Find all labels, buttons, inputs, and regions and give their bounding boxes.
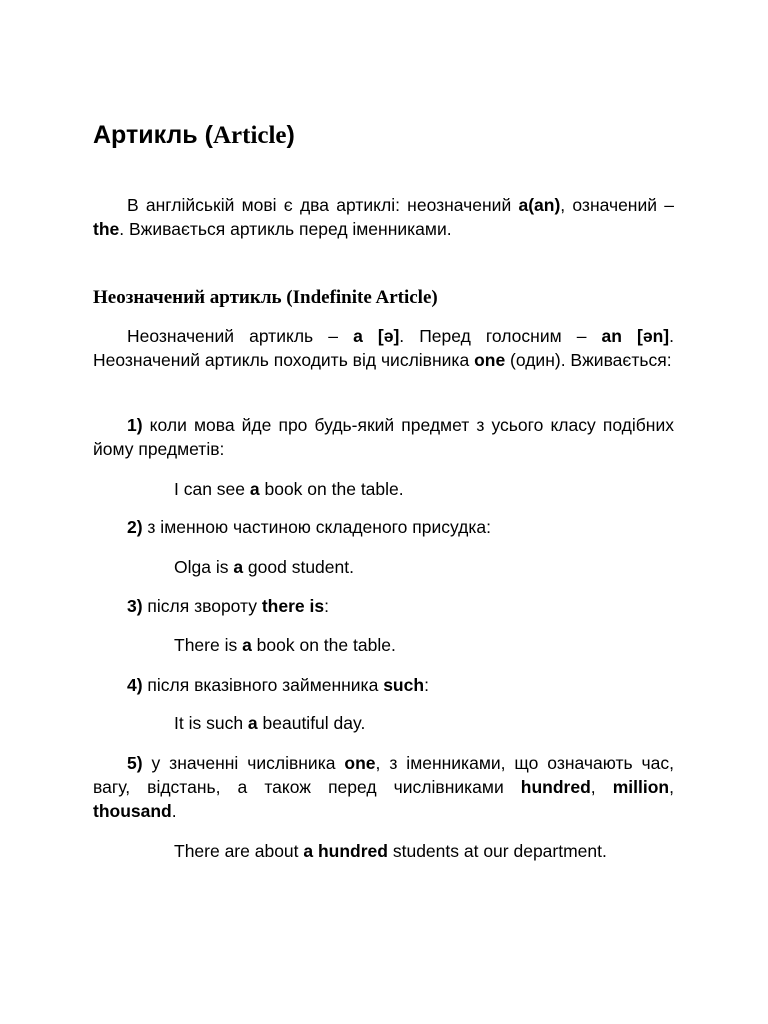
rule-2 [93, 515, 674, 539]
intro-paragraph [93, 193, 674, 241]
example-post: book on the table. [259, 479, 404, 499]
rule-3 [93, 594, 674, 618]
rule-5-number: 5) [127, 753, 143, 773]
example-bold: a hundred [303, 841, 388, 861]
rule-2-example [174, 555, 354, 579]
rule-4-example [174, 711, 365, 735]
rule-4-tail: : [424, 675, 429, 695]
page-title [93, 118, 295, 153]
definition-text-3: . Неозначений артикль походить від числівника [93, 326, 674, 370]
definition-text-1: Неозначений артикль – [127, 326, 354, 346]
intro-text-2: , означений – [560, 195, 674, 215]
intro-text-3: . Вживається артикль перед іменниками. [119, 219, 452, 239]
title-word: Артикль [93, 121, 198, 149]
rule-4 [93, 673, 674, 697]
example-post: book on the table. [251, 635, 396, 655]
title-english: Article [212, 122, 287, 149]
rule-5-bold-3: million [612, 777, 670, 797]
example-post: good student. [243, 557, 354, 577]
definition-bold-3: one [474, 350, 506, 370]
rule-5-sep-2: , [669, 777, 674, 797]
rule-3-tail: : [324, 596, 329, 616]
rule-3-number: 3) [127, 596, 143, 616]
title-open-paren: ( [197, 121, 213, 149]
rule-5-text-2: , з іменниками, що означають час, вагу, відстань, а також перед числівниками [93, 753, 674, 797]
rule-5-bold: one [344, 753, 376, 773]
rule-4-number: 4) [127, 675, 143, 695]
rule-5-example [93, 839, 674, 863]
intro-bold-1: a(an) [518, 195, 561, 215]
example-pre: There are about [174, 841, 304, 861]
rule-4-bold: such [383, 675, 425, 695]
rule-5-tail: . [171, 801, 177, 821]
rule-5-bold-4: thousand [93, 801, 172, 821]
example-pre: I can see [174, 479, 250, 499]
rule-2-number: 2) [127, 517, 143, 537]
rule-1 [93, 413, 674, 461]
rule-4-text: після вказівного займенника [142, 675, 384, 695]
example-pre: There is [174, 635, 243, 655]
definition-text-2: . Перед голосним – [399, 326, 602, 346]
intro-bold-2: the [93, 219, 120, 239]
definition-text-4: (один). Вживається: [505, 350, 672, 370]
example-bold: a [242, 635, 252, 655]
example-pre: Olga is [174, 557, 234, 577]
rule-3-text: після звороту [142, 596, 262, 616]
rule-2-text: з іменною частиною складеного присудка: [142, 517, 492, 537]
rule-3-bold: there is [261, 596, 325, 616]
example-pre: It is such [174, 713, 248, 733]
rule-1-number: 1) [127, 415, 143, 435]
definition-bold-2: an [ən] [601, 326, 670, 346]
rule-5-bold-2: hundred [520, 777, 591, 797]
definition-bold-1: a [ə] [353, 326, 400, 346]
rule-1-example [174, 477, 404, 501]
example-post: students at our department. [387, 841, 607, 861]
definition-paragraph [93, 324, 674, 372]
example-bold: a [247, 713, 258, 733]
example-bold: a [249, 479, 260, 499]
rule-3-example [174, 633, 396, 657]
rule-5-text: у значенні числівника [142, 753, 345, 773]
rule-5 [93, 751, 674, 823]
rule-1-text: коли мова йде про будь-який предмет з усього класу подібних йому предметів: [93, 415, 674, 459]
title-close-paren: ) [286, 121, 295, 149]
intro-text-1: В англійській мові є два артиклі: неозначений [127, 195, 519, 215]
rule-5-sep-1: , [590, 777, 613, 797]
example-post: beautiful day. [257, 713, 366, 733]
example-bold: a [233, 557, 244, 577]
section-heading: Неозначений артикль (Indefinite Article) [93, 287, 438, 308]
